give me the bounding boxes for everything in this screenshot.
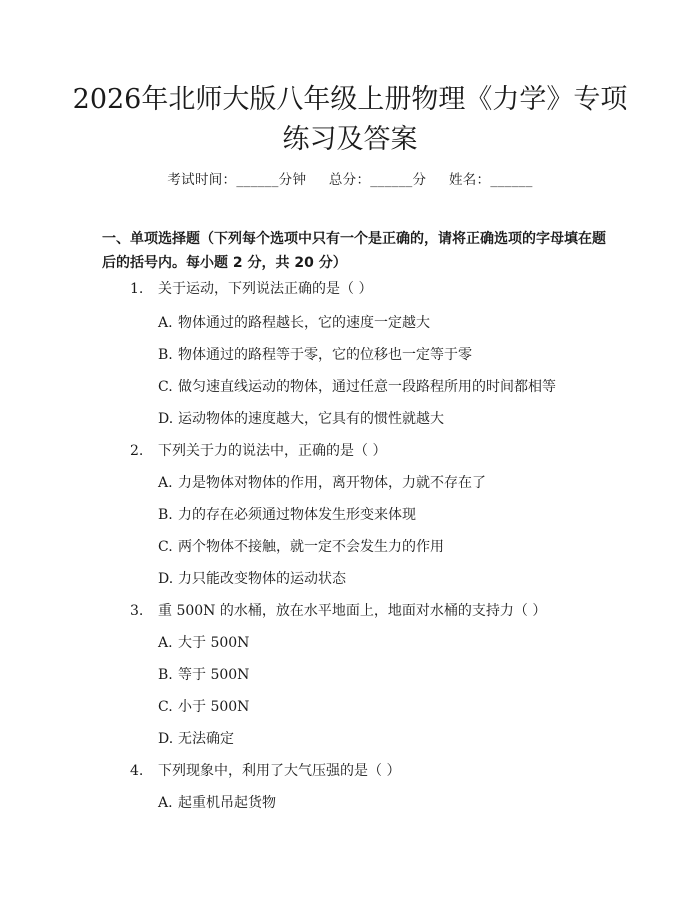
option-letter: A. [158, 315, 173, 331]
option-text: 等于 500N [178, 667, 250, 683]
option-text: 小于 500N [178, 699, 250, 715]
option-2b [158, 505, 416, 525]
option-2c [158, 537, 444, 557]
option-letter: B. [158, 507, 173, 523]
question-2 [130, 441, 386, 461]
option-text: 运动物体的速度越大，它具有的惯性就越大 [178, 411, 444, 427]
question-3 [130, 601, 546, 621]
exam-meta [0, 168, 700, 188]
option-text: 起重机吊起货物 [178, 795, 276, 811]
option-2d [158, 569, 346, 589]
student-name-field: 姓名：______ [448, 172, 533, 188]
question-number: 4. [130, 763, 144, 779]
option-text: 物体通过的路程等于零，它的位移也一定等于零 [178, 347, 472, 363]
option-text: 无法确定 [178, 731, 234, 747]
question-4 [130, 761, 400, 781]
option-letter: D. [158, 731, 174, 747]
option-3c [158, 697, 249, 717]
option-1b [158, 345, 472, 365]
question-1 [130, 279, 372, 299]
option-2a [158, 473, 486, 493]
option-4a [158, 793, 276, 813]
option-text: 力是物体对物体的作用，离开物体，力就不存在了 [178, 475, 486, 491]
question-stem: 下列现象中，利用了大气压强的是（ ） [158, 763, 401, 779]
question-stem: 关于运动，下列说法正确的是（ ） [158, 281, 373, 297]
option-1d [158, 409, 444, 429]
option-letter: B. [158, 347, 173, 363]
option-letter: C. [158, 699, 173, 715]
page-title: 2026年北师大版八年级上册物理《力学》专项练习及答案 [72, 84, 628, 155]
question-number: 2. [130, 443, 144, 459]
question-stem: 重 500N 的水桶，放在水平地面上，地面对水桶的支持力（ ） [158, 603, 547, 619]
section-heading: 一、单项选择题（下列每个选项中只有一个是正确的，请将正确选项的字母填在题后的括号内。每小题 2 分，共 20 分） [102, 231, 606, 271]
option-letter: A. [158, 635, 173, 651]
option-3d [158, 729, 234, 749]
question-stem: 下列关于力的说法中，正确的是（ ） [158, 443, 387, 459]
total-score-field: 总分：______分 [328, 172, 427, 188]
option-letter: A. [158, 475, 173, 491]
option-text: 力只能改变物体的运动状态 [178, 571, 346, 587]
option-text: 做匀速直线运动的物体，通过任意一段路程所用的时间都相等 [178, 379, 556, 395]
option-1c [158, 377, 556, 397]
option-text: 大于 500N [178, 635, 250, 651]
option-letter: B. [158, 667, 173, 683]
option-3b [158, 665, 249, 685]
question-number: 3. [130, 603, 144, 619]
option-1a [158, 313, 430, 333]
question-number: 1. [130, 281, 144, 297]
option-letter: A. [158, 795, 173, 811]
option-letter: C. [158, 379, 173, 395]
option-3a [158, 633, 249, 653]
option-text: 两个物体不接触，就一定不会发生力的作用 [178, 539, 444, 555]
exam-time-field: 考试时间：______分钟 [167, 172, 307, 188]
option-text: 物体通过的路程越长，它的速度一定越大 [178, 315, 430, 331]
option-letter: D. [158, 411, 174, 427]
option-letter: C. [158, 539, 173, 555]
option-letter: D. [158, 571, 174, 587]
option-text: 力的存在必须通过物体发生形变来体现 [178, 507, 416, 523]
